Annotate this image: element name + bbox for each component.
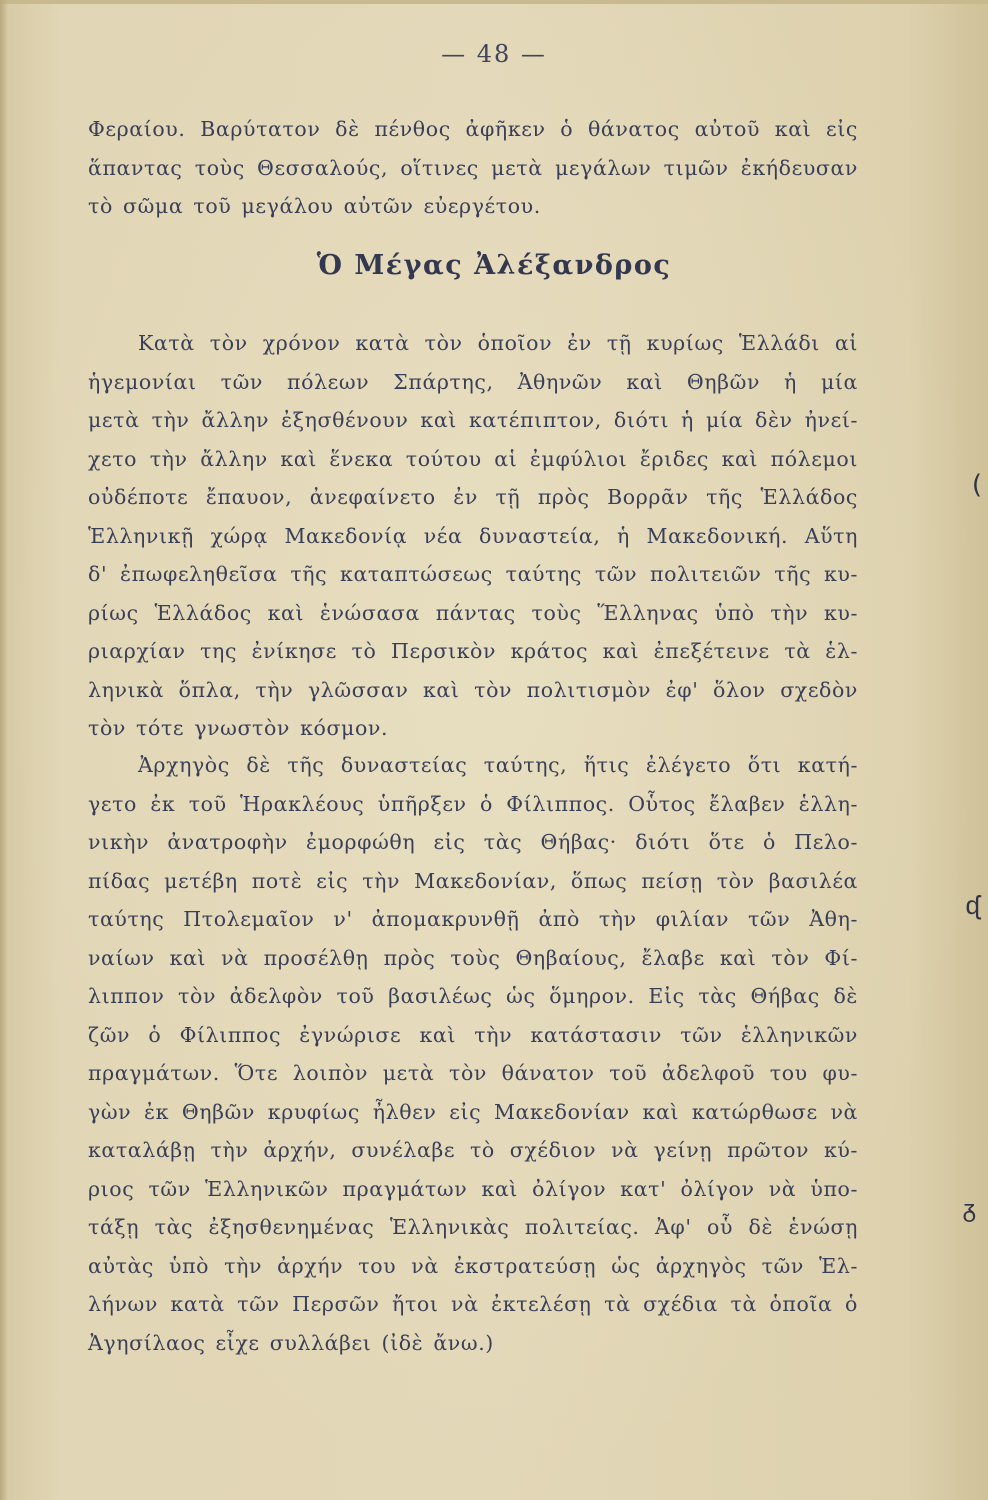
text-line: τὸν τότε γνωστὸν κόσμον. (88, 716, 389, 740)
text-line: λήνων κατὰ τῶν Περσῶν ἤτοι νὰ ἐκτελέσῃ τὰ σχέδια τὰ ὁποῖα ὁ (88, 1292, 858, 1316)
text-line: ληνικὰ ὅπλα, τὴν γλῶσσαν καὶ τὸν πολιτισμὸν ἐφ' ὅλον σχεδὸν (88, 677, 858, 702)
page-top-edge (0, 0, 988, 4)
text-line: ἅπαντας τοὺς Θεσσαλούς, οἵτινες μετὰ μεγάλων τιμῶν ἐκήδευσαν (88, 155, 858, 180)
text-line: μετὰ τὴν ἄλλην ἐξησθένουν καὶ κατέπιπτον, διότι ἡ μία δὲν ἠνεί- (88, 408, 858, 432)
text-line: πραγμάτων. Ὅτε λοιπὸν μετὰ τὸν θάνατον τοῦ ἀδελφοῦ του φυ- (88, 1061, 858, 1085)
paragraph-continued (88, 110, 858, 226)
text-line: δ' ἐπωφεληθεῖσα τῆς καταπτώσεως ταύτης τῶν πολιτειῶν τῆς κυ- (88, 562, 858, 586)
text-line: Κατὰ τὸν χρόνον κατὰ τὸν ὁποῖον ἐν τῇ κυρίως Ἑλλάδι αἱ (138, 331, 858, 355)
text-line: αὐτὰς ὑπὸ τὴν ἀρχήν του νὰ ἐκστρατεύσῃ ὡς ἀρχηγὸς τῶν Ἑλ- (88, 1253, 858, 1278)
text-line: πίδας μετέβη ποτὲ εἰς τὴν Μακεδονίαν, ὅπως πείσῃ τὸν βασιλέα (88, 868, 858, 893)
text-line: ριος τῶν Ἑλληνικῶν πραγμάτων καὶ ὀλίγον κατ' ὀλίγον νὰ ὑπο- (88, 1176, 858, 1201)
text-line: χετο τὴν ἄλλην καὶ ἕνεκα τούτου αἱ ἐμφύλιοι ἔριδες καὶ πόλεμοι (88, 446, 858, 471)
text-line: Φεραίου. Βαρύτατον δὲ πένθος ἀφῆκεν ὁ θάνατος αὐτοῦ καὶ εἰς (88, 117, 858, 141)
text-line: ἡγεμονίαι τῶν πόλεων Σπάρτης, Ἀθηνῶν καὶ Θηβῶν ἡ μία (88, 369, 858, 394)
text-line: λιππον τὸν ἀδελφὸν τοῦ βασιλέως ὡς ὅμηρον. Εἰς τὰς Θήβας δὲ (88, 984, 858, 1008)
text-line: τάξῃ τὰς ἐξησθενημένας Ἑλληνικὰς πολιτείας. Ἀφ' οὗ δὲ ἑνώσῃ (88, 1215, 858, 1239)
text-line: γετο ἐκ τοῦ Ἡρακλέους ὑπῆρξεν ὁ Φίλιππος. Οὗτος ἔλαβεν ἑλλη- (88, 791, 858, 816)
text-line: νικὴν ἀνατροφὴν ἐμορφώθη εἰς τὰς Θήβας· διότι ὅτε ὁ Πελο- (88, 830, 858, 854)
text-line: ρίως Ἑλλάδος καὶ ἑνώσασα πάντας τοὺς Ἕλληνας ὑπὸ τὴν κυ- (88, 600, 858, 625)
text-line: οὐδέποτε ἔπαυον, ἀνεφαίνετο ἐν τῇ πρὸς Βορρᾶν τῆς Ἑλλάδος (88, 485, 858, 509)
section-title: Ὁ Μέγας Ἀλέξανδρος (316, 250, 672, 281)
margin-mark: ( (971, 470, 982, 500)
text-line: Ἀρχηγὸς δὲ τῆς δυναστείας ταύτης, ἥτις ἐλέγετο ὅτι κατή- (138, 753, 858, 777)
text-line: ναίων καὶ νὰ προσέλθῃ πρὸς τοὺς Θηβαίους, ἔλαβε καὶ τὸν Φί- (88, 945, 858, 970)
text-line: ζῶν ὁ Φίλιππος ἐγνώρισε καὶ τὴν κατάστασιν τῶν ἑλληνικῶν (88, 1022, 858, 1047)
text-line: Ἀγησίλαος εἶχε συλλάβει (ἰδὲ ἄνω.) (88, 1330, 494, 1355)
text-line: τὸ σῶμα τοῦ μεγάλου αὐτῶν εὐεργέτου. (88, 194, 541, 218)
text-line: ριαρχίαν της ἐνίκησε τὸ Περσικὸν κράτος καὶ ἐπεξέτεινε τὰ ἑλ- (88, 639, 858, 663)
page-left-edge (0, 0, 8, 1500)
margin-mark: ᵹ (962, 1195, 976, 1223)
paragraph-intro (88, 324, 858, 748)
page-number: — 48 — (441, 40, 547, 68)
margin-mark: ᶑ (965, 891, 980, 921)
text-line: ταύτης Πτολεμαῖον ν' ἀπομακρυνθῇ ἀπὸ τὴν φιλίαν τῶν Ἀθη- (88, 907, 858, 931)
text-line: γὼν ἐκ Θηβῶν κρυφίως ἦλθεν εἰς Μακεδονίαν καὶ κατώρθωσε νὰ (88, 1099, 858, 1124)
paragraph-philip (88, 746, 858, 1362)
text-line: Ἑλληνικῇ χώρᾳ Μακεδονίᾳ νέα δυναστεία, ἡ Μακεδονική. Αὕτη (88, 523, 858, 548)
text-line: καταλάβῃ τὴν ἀρχήν, συνέλαβε τὸ σχέδιον νὰ γείνῃ πρῶτον κύ- (88, 1138, 858, 1162)
